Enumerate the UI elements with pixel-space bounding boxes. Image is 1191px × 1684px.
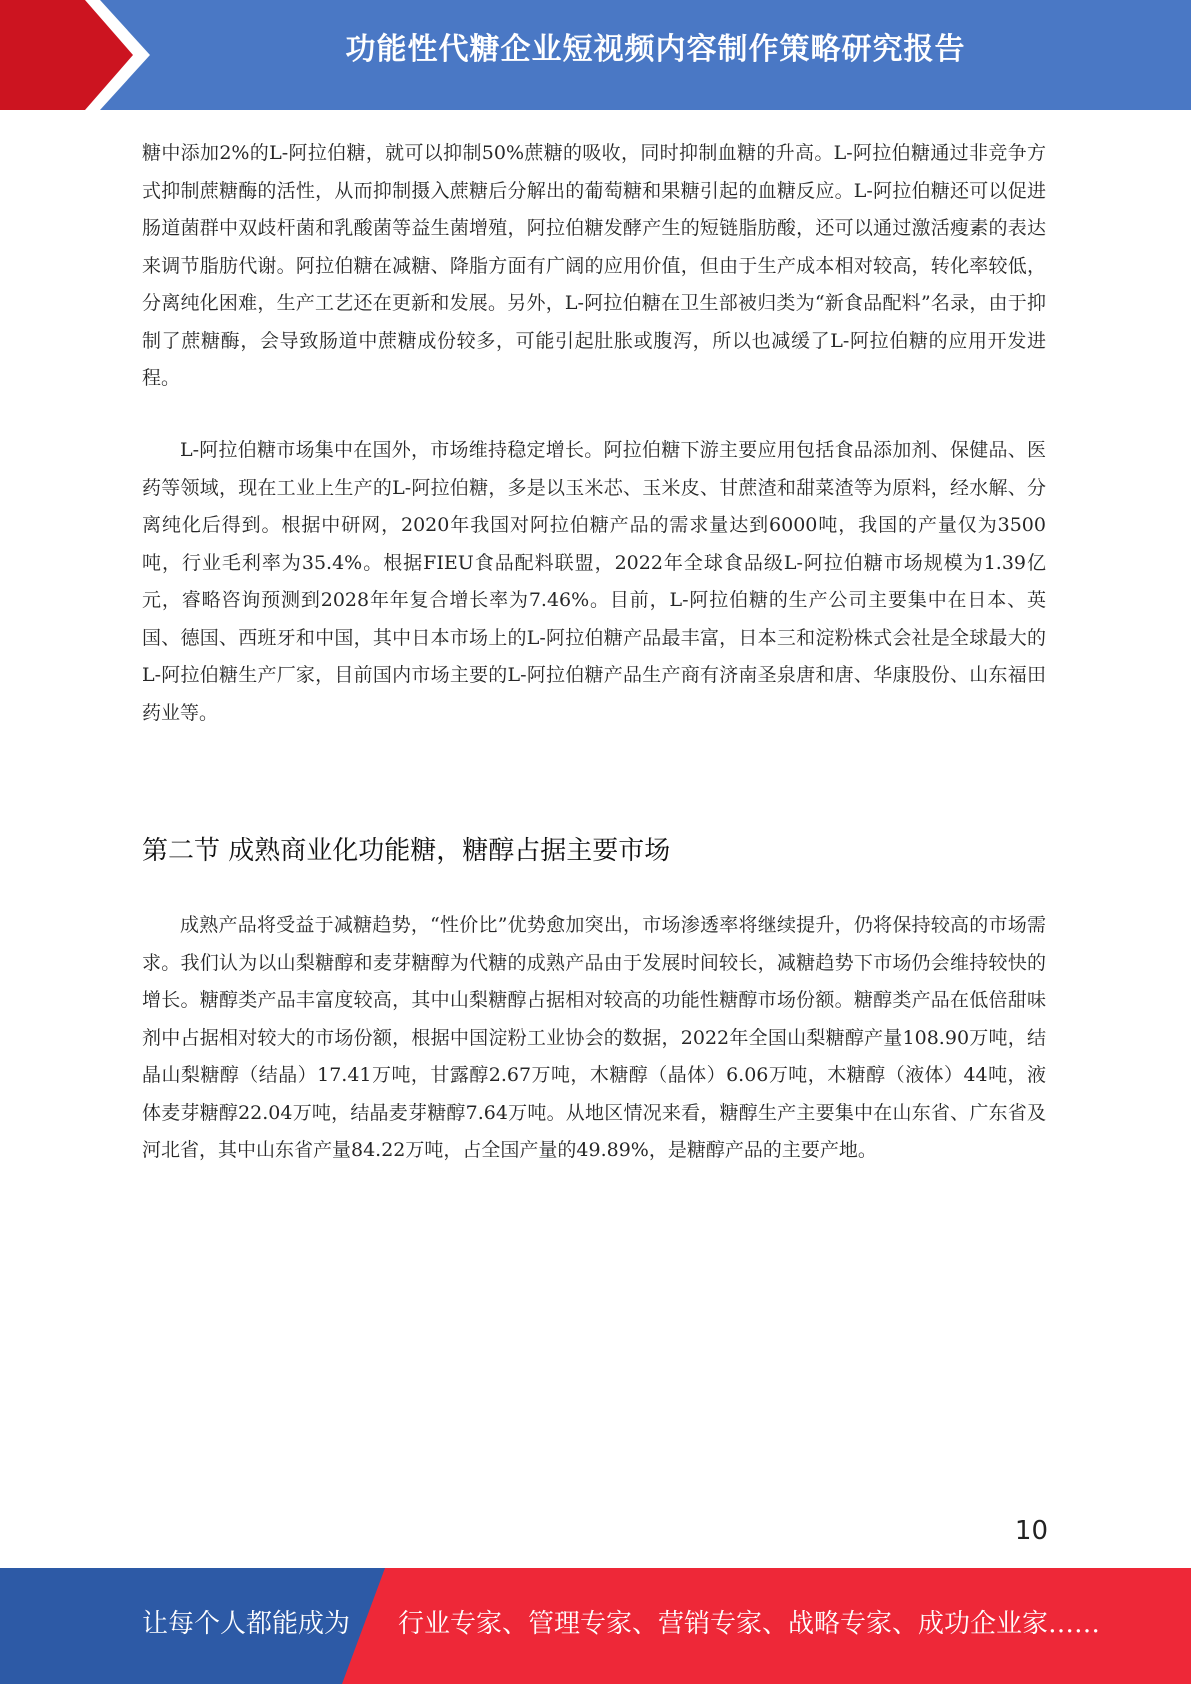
report-title: 功能性代糖企业短视频内容制作策略研究报告: [345, 32, 966, 67]
body-paragraph-2: [142, 432, 1046, 732]
paragraph-text: 糖中添加2%的L-阿拉伯糖，就可以抑制50%蔗糖的吸收，同时抑制血糖的升高。L-阿拉伯糖通过非竞争方式抑制蔗糖酶的活性，从而抑制摄入蔗糖后分解出的葡萄糖和果糖引起的血糖反应。L-阿拉伯糖还可以促进肠道菌群中双歧杆菌和乳酸菌等益生菌增殖，阿拉伯糖发酵产生的短链脂肪酸，还可以通过激活瘦素的表达来调节脂肪代谢。阿拉伯糖在减糖、降脂方面有广阔的应用价值，但由于生产成本相对较高，转化率较低，分离纯化困难，生产工艺还在更新和发展。另外，L-阿拉伯糖在卫生部被归类为“新食品配料”名录，由于抑制了蔗糖酶，会导致肠道中蔗糖成份较多，可能引起肚胀或腹泻，所以也减缓了L-阿拉伯糖的应用开发进程。: [142, 142, 1046, 389]
page-header: [0, 0, 1191, 110]
paragraph-text: L-阿拉伯糖市场集中在国外，市场维持稳定增长。阿拉伯糖下游主要应用包括食品添加剂、保健品、医药等领域，现在工业上生产的L-阿拉伯糖，多是以玉米芯、玉米皮、甘蔗渣和甜菜渣等为原料，经水解、分离纯化后得到。根据中研网，2020年我国对阿拉伯糖产品的需求量达到6000吨，我国的产量仅为3500吨，行业毛利率为35.4%。根据FIEU食品配料联盟，2022年全球食品级L-阿拉伯糖市场规模为1.39亿元，睿略咨询预测到2028年年复合增长率为7.46%。目前，L-阿拉伯糖的生产公司主要集中在日本、英国、德国、西班牙和中国，其中日本市场上的L-阿拉伯糖产品最丰富，日本三和淀粉株式会社是全球最大的L-阿拉伯糖生产厂家，目前国内市场主要的L-阿拉伯糖产品生产商有济南圣泉唐和唐、华康股份、山东福田药业等。: [142, 439, 1046, 724]
footer-slogan-left: 让每个人都能成为: [142, 1609, 351, 1639]
footer-slogan-right: 行业专家、管理专家、营销专家、战略专家、成功企业家……: [398, 1609, 1101, 1639]
page-number: 10: [1014, 1516, 1048, 1546]
paragraph-text: 成熟产品将受益于减糖趋势，“性价比”优势愈加突出，市场渗透率将继续提升，仍将保持较高的市场需求。我们认为以山梨糖醇和麦芽糖醇为代糖的成熟产品由于发展时间较长，减糖趋势下市场仍会维持较快的增长。糖醇类产品丰富度较高，其中山梨糖醇占据相对较高的功能性糖醇市场份额。糖醇类产品在低倍甜味剂中占据相对较大的市场份额，根据中国淀粉工业协会的数据，2022年全国山梨糖醇产量108.90万吨，结晶山梨糖醇（结晶）17.41万吨，甘露醇2.67万吨，木糖醇（晶体）6.06万吨，木糖醇（液体）44吨，液体麦芽糖醇22.04万吨，结晶麦芽糖醇7.64万吨。从地区情况来看，糖醇生产主要集中在山东省、广东省及河北省，其中山东省产量84.22万吨，占全国产量的49.89%，是糖醇产品的主要产地。: [142, 914, 1046, 1161]
section-heading: [142, 831, 1046, 871]
page-footer: [0, 1568, 1191, 1684]
body-paragraph-1: [142, 135, 1046, 398]
header-arrow-decoration: [0, 0, 160, 110]
section-title: 第二节 成熟商业化功能糖，糖醇占据主要市场: [142, 836, 671, 866]
body-paragraph-3: [142, 907, 1046, 1170]
